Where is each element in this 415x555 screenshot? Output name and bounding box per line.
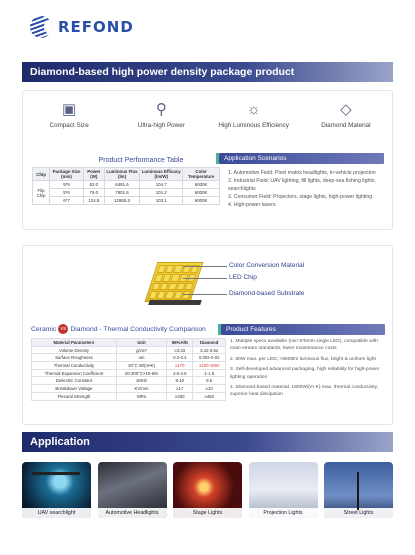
- table-cell: ≥170: [167, 362, 193, 370]
- table-row: [32, 385, 226, 393]
- table-cell: 103.1: [140, 197, 183, 205]
- label-color-conversion: Color Conversion Material: [229, 262, 305, 269]
- app-caption: Stage Lights: [173, 508, 242, 518]
- performance-table-title: Product Performance Table: [98, 157, 184, 164]
- table-header-row: [32, 339, 226, 347]
- feature-label: High Luminous Efficiency: [218, 122, 289, 129]
- table-cell: 20-300°C×10-6/K: [116, 369, 166, 377]
- feature-row: [23, 101, 392, 129]
- table-header-row: [33, 168, 220, 181]
- table-cell: MPa: [116, 392, 166, 400]
- comparison-table: [31, 338, 226, 401]
- app-caption: Automotive Headlights: [98, 508, 167, 518]
- app-tile-street: [324, 462, 393, 518]
- table-cell: Thermal Expansion Coefficient: [32, 369, 117, 377]
- table-row: [32, 377, 226, 385]
- table-cell: 5*5: [50, 181, 84, 189]
- table-cell: Dielectric Constant: [32, 377, 117, 385]
- table-row: [32, 354, 226, 362]
- column-header: Luminous Efficacy (lm/W): [140, 168, 183, 181]
- table-cell: 5.6: [193, 377, 226, 385]
- app-tile-stage: [173, 462, 242, 518]
- table-cell: 1-1.5: [193, 369, 226, 377]
- product-features-list: [221, 338, 387, 399]
- table-cell: 20°C W/(m•K): [116, 362, 166, 370]
- table-cell: 8-10: [167, 377, 193, 385]
- structure-card: [22, 245, 393, 425]
- callout-line: [183, 266, 227, 267]
- table-row: [33, 181, 220, 189]
- table-cell: 6*7: [50, 197, 84, 205]
- feature-label: Ultra-high Power: [137, 122, 185, 129]
- label-led-chip: LED Chip: [229, 274, 257, 281]
- column-header: Package Size (mm): [50, 168, 84, 181]
- table-row: [32, 362, 226, 370]
- chip-structure-diagram: [123, 256, 383, 316]
- diamond-icon: ◇: [340, 101, 352, 118]
- table-cell: ≥17: [167, 385, 193, 393]
- table-cell: g/cm³: [116, 346, 166, 354]
- table-cell: 5*6: [50, 189, 84, 197]
- table-row: [32, 346, 226, 354]
- table-cell: 76.0: [83, 189, 104, 197]
- table-cell: 2.6-3.5: [167, 369, 193, 377]
- app-caption: UAV searchlight: [22, 508, 91, 518]
- application-gallery: [22, 462, 393, 518]
- application-section-title: Application: [22, 432, 393, 452]
- feature-power: [116, 101, 206, 129]
- comparison-title: [31, 324, 206, 334]
- table-cell: 6000K: [183, 197, 220, 205]
- table-cell: 1400-1800: [193, 362, 226, 370]
- table-cell: ≥3.33: [167, 346, 193, 354]
- table-cell: Surface Roughness: [32, 354, 117, 362]
- column-header: Unit: [116, 339, 166, 347]
- table-cell: um: [116, 354, 166, 362]
- table-cell: 6000K: [183, 189, 220, 197]
- column-header: 96%AlN: [167, 339, 193, 347]
- table-cell: 0.002-0.02: [193, 354, 226, 362]
- overview-card: [22, 90, 393, 230]
- column-header: Color Temperature: [183, 168, 220, 181]
- table-row: [33, 197, 220, 205]
- chip-type-cell: Flip Chip: [33, 181, 50, 205]
- table-cell: 104.7: [140, 181, 183, 189]
- table-cell: 0.2-0.4: [167, 354, 193, 362]
- table-cell: ≥450: [193, 392, 226, 400]
- feature-compact: [24, 101, 114, 129]
- feature-efficiency: [209, 101, 299, 129]
- list-item: 4. Diamond-based material, 1800W/(m·K) max. thermal conductivity, superior heat dissipation: [230, 385, 379, 398]
- comparison-title-left: Ceramic: [31, 325, 57, 333]
- application-scenarios-title: Application Scenarios: [219, 153, 384, 164]
- callout-line: [183, 278, 227, 279]
- list-item: 1. Multiple specs available (min 5*5mm single LED), compatible with main-stream standards, lower maintenance costs: [230, 339, 378, 352]
- column-header: Chip: [33, 168, 50, 181]
- table-cell: 124.8: [83, 197, 104, 205]
- app-caption: Street Lights: [324, 508, 393, 518]
- list-item: 4. High-power lasers: [228, 202, 276, 208]
- app-tile-projection: [249, 462, 318, 518]
- list-item: 2. 60W max. per LED, >6500lm luminous flux, bright & uniform light: [230, 356, 376, 362]
- refond-logo-icon: [30, 16, 52, 38]
- app-tile-uav: [22, 462, 91, 518]
- vs-badge: VS: [58, 324, 68, 334]
- table-cell: ≥330: [167, 392, 193, 400]
- table-cell: Breakdown Voltage: [32, 385, 117, 393]
- table-row: [32, 369, 226, 377]
- list-item: 3. Consumer Field: Projectors, stage lights, high-power lighting: [228, 194, 373, 200]
- table-cell: 1MHz: [116, 377, 166, 385]
- app-tile-headlights: [98, 462, 167, 518]
- brand-logo: [30, 16, 134, 38]
- sun-icon: ☼: [246, 101, 261, 118]
- table-cell: 3.42-3.52: [193, 346, 226, 354]
- table-cell: 12865.3: [104, 197, 139, 205]
- column-header: Diamond: [193, 339, 226, 347]
- brand-name: REFOND: [58, 18, 134, 36]
- column-header: Power (W): [83, 168, 104, 181]
- list-item: 2. Industrial Field: UAV lighting, fill lights, deep-sea fishing lights, searchlights: [228, 178, 376, 192]
- column-header: Luminous Flux (lm): [104, 168, 139, 181]
- chip-icon: ▣: [62, 101, 77, 118]
- table-cell: 6000K: [183, 181, 220, 189]
- table-row: [33, 189, 220, 197]
- table-cell: 6491.6: [104, 181, 139, 189]
- list-item: 3. Self-developed advanced packaging, high reliability for high-power lighting operation: [230, 367, 380, 380]
- performance-table: [32, 167, 220, 205]
- table-cell: 7801.6: [104, 189, 139, 197]
- feature-label: Diamond Material: [321, 122, 371, 129]
- page-title: Diamond-based high power density package product: [22, 62, 393, 82]
- callout-line: [183, 294, 227, 295]
- application-scenarios-list: [219, 169, 387, 209]
- bulb-icon: ⚲: [155, 101, 167, 118]
- comparison-title-right: Diamond - Thermal Conductivity Comparison: [70, 325, 206, 333]
- table-cell: Volume Density: [32, 346, 117, 354]
- product-features-title: Product Features: [221, 324, 385, 335]
- label-substrate: Diamond-based Substrate: [229, 290, 305, 297]
- column-header: Material Parameters: [32, 339, 117, 347]
- substrate-illustration: [148, 300, 202, 305]
- table-cell: ≥10: [193, 385, 226, 393]
- feature-diamond: [301, 101, 391, 129]
- list-item: 1. Automotive Field: Pixel matrix headlights, in-vehicle projection: [228, 170, 376, 176]
- feature-label: Compact Size: [49, 122, 89, 129]
- app-caption: Projection Lights: [249, 508, 318, 518]
- table-row: [32, 392, 226, 400]
- table-cell: Thermal Conductivity: [32, 362, 117, 370]
- table-cell: KV/mm: [116, 385, 166, 393]
- table-cell: 101.2: [140, 189, 183, 197]
- table-cell: Flexural Strength: [32, 392, 117, 400]
- table-cell: 62.0: [83, 181, 104, 189]
- led-chip-illustration: [145, 262, 204, 302]
